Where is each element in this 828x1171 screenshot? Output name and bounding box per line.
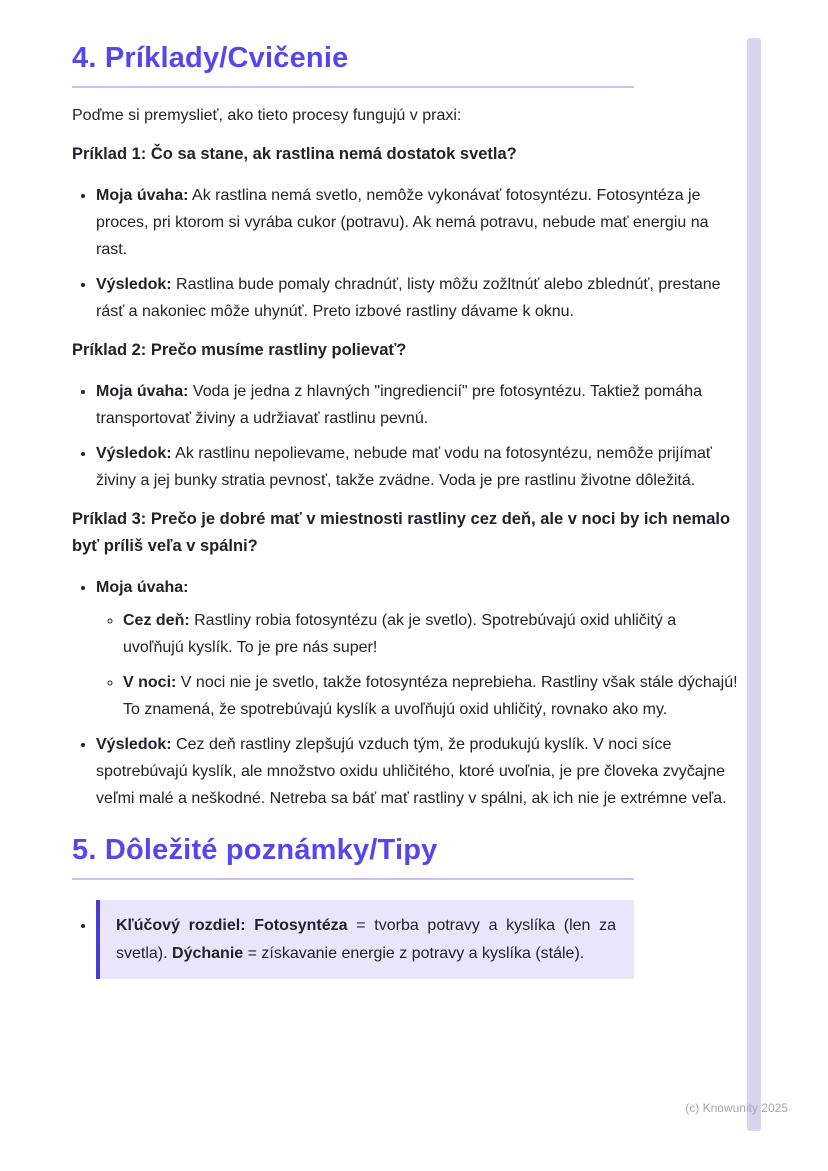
callout-bold-segment: Dýchanie	[172, 944, 244, 962]
bullet-label: Výsledok:	[96, 736, 172, 753]
bullet-text: Rastliny robia fotosyntézu (ak je svetlo). Spotrebúvajú oxid uhličitý a uvoľňujú kyslík. To je pre nás super!	[123, 612, 677, 656]
section-5-list	[72, 900, 740, 979]
example-2-heading: Príklad 2: Prečo musíme rastliny polievať?	[72, 341, 407, 359]
bullet-label: Moja úvaha:	[96, 383, 189, 400]
copyright-credit: (c) Knowunity 2025	[685, 1101, 788, 1115]
bullet-label: Moja úvaha:	[96, 187, 189, 204]
key-difference-callout	[96, 900, 634, 979]
bullet-label: Cez deň:	[123, 612, 190, 629]
callout-list-item	[96, 900, 740, 979]
page-edge-bar	[747, 38, 761, 1131]
bullet-text: Ak rastlina nemá svetlo, nemôže vykonávať fotosyntézu. Fotosyntéza je proces, pri ktorom si vyrába cukor (potravu). Ak nemá potravu, nebude mať energiu na rast.	[96, 187, 709, 258]
example-1-heading: Príklad 1: Čo sa stane, ak rastlina nemá dostatok svetla?	[72, 145, 517, 163]
bullet-text: Voda je jedna z hlavných "ingrediencií" pre fotosyntézu. Taktiež pomáha transportovať živiny a udržiavať rastlinu pevnú.	[96, 383, 703, 427]
bullet-label: Výsledok:	[96, 276, 172, 293]
list-item-uvaha-2	[96, 378, 740, 432]
example-1-list	[72, 182, 740, 325]
bullet-text: V noci nie je svetlo, takže fotosyntéza neprebieha. Rastliny však stále dýchajú! To znamená, že spotrebúvajú kyslík a uvoľňujú oxid uhličitý, rovnako ako my.	[123, 674, 738, 718]
bullet-text: Cez deň rastliny zlepšujú vzduch tým, že produkujú kyslík. V noci síce spotrebúvajú kyslík, ale množstvo oxidu uhličitého, ktoré uvoľnia, je pre človeka zvyčajne veľmi malé a neškodné. Netreba sa báť mať rastliny v spálni, ak ich nie je extrémne veľa.	[96, 736, 727, 807]
example-3-heading: Príklad 3: Prečo je dobré mať v miestnosti rastliny cez deň, ale v noci by ich nemalo byť príliš veľa v spálni?	[72, 510, 731, 555]
bullet-label: Výsledok:	[96, 445, 172, 462]
callout-bold-segment: Kľúčový rozdiel: Fotosyntéza	[116, 917, 348, 934]
bullet-label: V noci:	[123, 674, 177, 691]
bullet-label: Moja úvaha:	[96, 579, 189, 596]
list-item-uvaha-1	[96, 182, 740, 263]
list-item-vysledok-2	[96, 440, 740, 494]
list-item-vysledok-1	[96, 271, 740, 325]
bullet-text: Ak rastlinu nepolievame, nebude mať vodu na fotosyntézu, nemôže prijímať živiny a jej bunky stratia pevnosť, takže zvädne. Voda je pre rastlinu životne dôležitá.	[96, 445, 712, 489]
list-item-uvaha-3	[96, 574, 740, 723]
section-4-intro: Poďme si premyslieť, ako tieto procesy fungujú v praxi:	[72, 107, 462, 124]
bullet-text: Rastlina bude pomaly chradnúť, listy môžu zožltnúť alebo zblednúť, prestane rásť a nakoniec môže uhynúť. Preto izbové rastliny dávame k oknu.	[96, 276, 721, 320]
callout-text-segment: = získavanie energie z potravy a kyslíka (stále).	[247, 944, 585, 962]
list-item-vysledok-3	[96, 731, 740, 812]
example-3-list	[72, 574, 740, 812]
example-3-sublist	[96, 607, 740, 723]
callout-text-segment: = tvorba potravy a kyslíka (len za svetla).	[116, 917, 616, 962]
page-content	[72, 0, 740, 979]
section-4-title: 4. Príklady/Cvičenie	[72, 42, 634, 88]
sublist-item-cez-den	[123, 607, 740, 661]
example-2-list	[72, 378, 740, 494]
sublist-item-v-noci	[123, 669, 740, 723]
section-5-title: 5. Dôležité poznámky/Tipy	[72, 834, 634, 880]
